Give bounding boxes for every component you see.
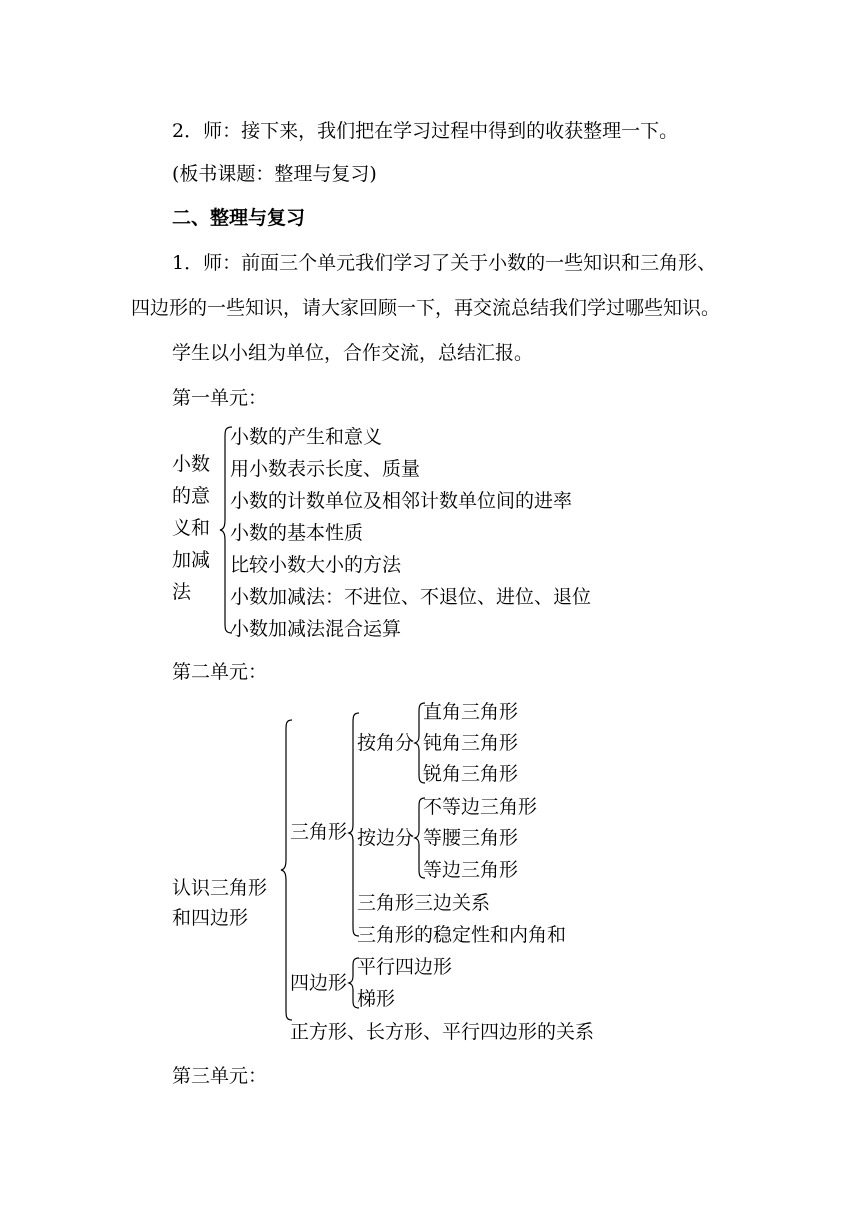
- unit-1-item: 小数的计数单位及相邻计数单位间的进率: [230, 490, 573, 512]
- side-item: 等腰三角形: [423, 827, 519, 849]
- unit-1-root-5: 法: [172, 581, 192, 603]
- brace-by-side: [415, 798, 425, 878]
- unit-1-item: 小数加减法：不进位、不退位、进位、退位: [230, 586, 592, 608]
- quad-item: 梯形: [357, 988, 396, 1010]
- unit-1-item: 用小数表示长度、质量: [230, 458, 421, 480]
- side-item: 不等边三角形: [423, 796, 538, 818]
- quad-item: 平行四边形: [357, 956, 453, 978]
- unit-1-root-1: 小数: [172, 453, 211, 475]
- triangle-label: 三角形: [290, 821, 348, 843]
- unit-1-root-4: 加减: [172, 549, 211, 571]
- unit-2-root-2: 和四边形: [172, 907, 249, 929]
- brace-unit1: [220, 427, 232, 633]
- brace-quad: [349, 958, 359, 1008]
- relation-item: 正方形、长方形、平行四边形的关系: [290, 1021, 595, 1043]
- para-3-line-1: 1．师：前面三个单元我们学习了关于小数的一些知识和三角形、: [172, 252, 717, 274]
- para-2: (板书课题：整理与复习): [172, 163, 377, 185]
- para-1: 2．师：接下来，我们把在学习过程中得到的收获整理一下。: [172, 120, 679, 142]
- by-angle-label: 按角分: [357, 732, 415, 754]
- unit-1-root-2: 的意: [172, 485, 211, 507]
- section-heading: 二、整理与复习: [172, 207, 306, 229]
- unit-2-root-1: 认识三角形: [172, 877, 268, 899]
- unit-3-label: 第三单元：: [172, 1065, 268, 1087]
- unit-1-item: 比较小数大小的方法: [230, 554, 402, 576]
- unit-2-label: 第二单元：: [172, 661, 268, 683]
- angle-item: 锐角三角形: [423, 763, 519, 785]
- quad-label: 四边形: [290, 972, 348, 994]
- unit-1-item: 小数的产生和意义: [230, 426, 383, 448]
- tri-stability: 三角形的稳定性和内角和: [357, 924, 567, 946]
- unit-1-item: 小数加减法混合运算: [230, 618, 402, 640]
- angle-item: 钝角三角形: [423, 732, 519, 754]
- by-side-label: 按边分: [357, 827, 415, 849]
- unit-1-root-3: 义和: [172, 517, 211, 539]
- brace-by-angle: [415, 703, 425, 783]
- tri-side-relation: 三角形三边关系: [357, 892, 491, 914]
- para-3-line-2: 四边形的一些知识，请大家回顾一下，再交流总结我们学过哪些知识。: [131, 297, 721, 319]
- brace-triangle: [349, 713, 359, 936]
- para-4: 学生以小组为单位，合作交流，总结汇报。: [172, 342, 534, 364]
- brace-unit2-root: [281, 720, 292, 1020]
- unit-1-item: 小数的基本性质: [230, 522, 364, 544]
- side-item: 等边三角形: [423, 859, 519, 881]
- angle-item: 直角三角形: [423, 701, 519, 723]
- unit-1-label: 第一单元：: [172, 387, 268, 409]
